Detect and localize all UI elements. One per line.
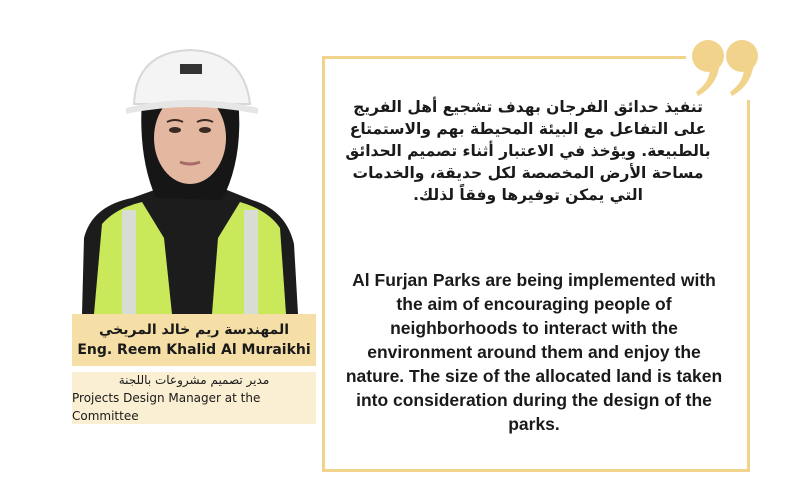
person-title-english: Projects Design Manager at the Committee: [72, 391, 261, 423]
name-box: [72, 314, 316, 366]
closing-quote-glyph: [686, 34, 766, 100]
closing-quote-icon: [686, 34, 766, 100]
title-box: [72, 372, 316, 424]
person-name-arabic: المهندسة ريم خالد المريخي: [98, 322, 289, 338]
engineer-portrait-illustration: [72, 38, 308, 314]
engineer-photo: [72, 38, 308, 314]
quote-text-arabic: تنفيذ حدائق الفرجان بهدف تشجيع أهل الفريج على التفاعل مع البيئة المحيطة بهم والاستمتاع بالطبيعة. ويؤخذ في الاعتبار أثناء تصميم الحدائق مساحة الأرض المخصصة لكل حديقة، والخدمات التي يمكن توفيرها وفقاً لذلك.: [345, 98, 711, 204]
person-name-english: Eng. Reem Khalid Al Muraikhi: [77, 342, 311, 358]
quote-text-english: Al Furjan Parks are being implemented with the aim of encouraging people of neighborhoods to interact with the environment around them and enjoy the nature. The size of the allocated land is taken into consideration during the design of the parks.: [345, 270, 723, 434]
person-title-arabic: مدير تصميم مشروعات باللجنة: [118, 373, 270, 387]
